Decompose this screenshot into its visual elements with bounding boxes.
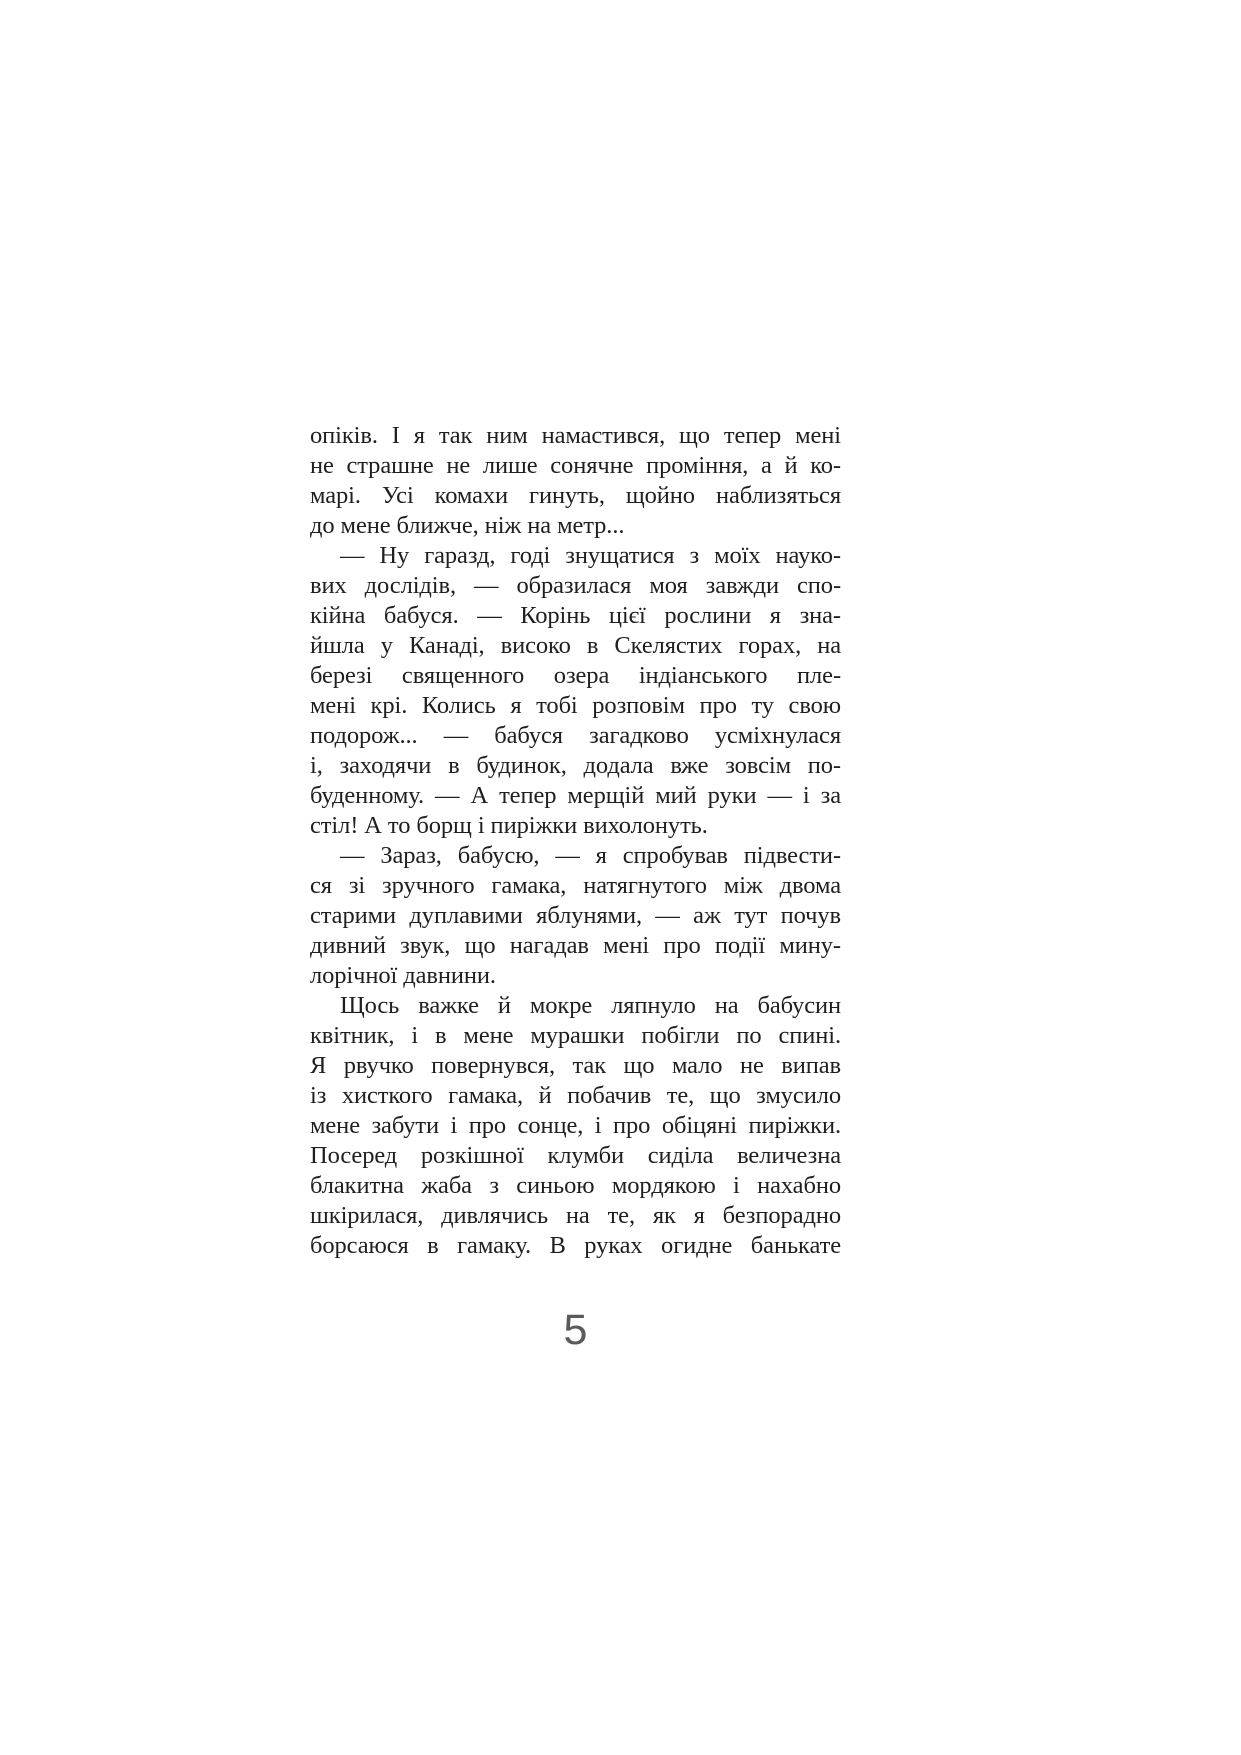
text-line: — Зараз, бабусю, — я спробував підвести- — [340, 842, 841, 869]
text-line: березі священного озера індіанського пле- — [310, 662, 841, 689]
text-line: не страшне не лише сонячне проміння, а й ко- — [310, 452, 841, 479]
text-line: до мене ближче, ніж на метр... — [310, 512, 625, 539]
text-line: блакитна жаба з синьою мордякою і нахабно — [310, 1172, 841, 1199]
text-line: Я рвучко повернувся, так що мало не випав — [310, 1052, 841, 1079]
text-line: і, заходячи в будинок, додала вже зовсім по- — [310, 752, 841, 779]
text-line: Щось важке й мокре ляпнуло на бабусин — [340, 992, 841, 1019]
text-line: мені крі. Колись я тобі розповім про ту свою — [310, 692, 841, 719]
text-line: буденному. — А тепер мерщій мий руки — і за — [310, 782, 841, 809]
text-line: Посеред розкішної клумби сиділа величезна — [310, 1142, 841, 1169]
text-line: вих дослідів, — образилася моя завжди спо- — [310, 572, 841, 599]
text-line: із хисткого гамака, й побачив те, що змусило — [310, 1082, 841, 1109]
text-line: марі. Усі комахи гинуть, щойно наблизяться — [310, 482, 841, 509]
text-line: кійна бабуся. — Корінь цієї рослини я зна- — [310, 602, 841, 629]
text-line: квітник, і в мене мурашки побігли по спині. — [310, 1022, 841, 1049]
text-line: опіків. І я так ним намастився, що тепер мені — [310, 422, 841, 449]
paragraph — [310, 841, 841, 991]
text-line: мене забути і про сонце, і про обіцяні пиріжки. — [310, 1112, 841, 1139]
paragraph — [310, 991, 841, 1261]
page-number: 5 — [563, 1306, 588, 1354]
text-line: старими дуплавими яблунями, — аж тут почув — [310, 902, 841, 929]
text-line: йшла у Канаді, високо в Скелястих горах, на — [310, 632, 841, 659]
text-line: дивний звук, що нагадав мені про події мину- — [310, 932, 841, 959]
page-text — [310, 421, 841, 1261]
text-line: борсаюся в гамаку. В руках огидне банькате — [310, 1232, 841, 1259]
text-line: стіл! А то борщ і пиріжки вихолонуть. — [310, 812, 708, 839]
text-line: — Ну гаразд, годі знущатися з моїх науко- — [340, 542, 841, 569]
paragraph — [310, 421, 841, 541]
paragraph — [310, 541, 841, 841]
text-line: подорож... — бабуся загадково усміхнулася — [310, 722, 841, 749]
text-line: ся зі зручного гамака, натягнутого між двома — [310, 872, 841, 899]
text-line: шкірилася, дивлячись на те, як я безпорадно — [310, 1202, 841, 1229]
text-line: лорічної давнини. — [310, 962, 496, 989]
